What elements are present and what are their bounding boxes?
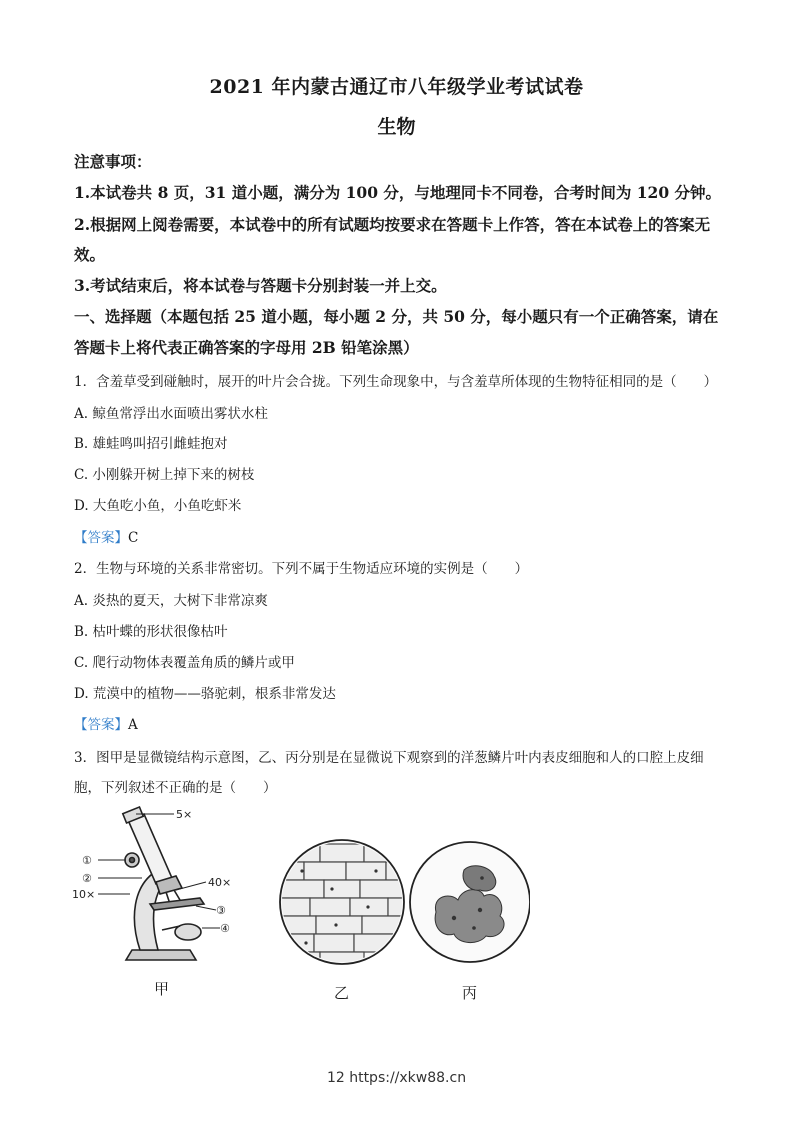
section-heading-cont: 答题卡上将代表正确答案的字母用 2B 铅笔涂黑）: [74, 338, 419, 357]
notice-heading: 注意事项：: [74, 152, 152, 171]
mark-2: ②: [82, 872, 92, 885]
figure-label-jia: 甲: [154, 980, 170, 998]
notice-item-2-cont: 效。: [74, 245, 106, 264]
question-1-option-a: A. 鲸鱼常浮出水面喷出雾状水柱: [74, 406, 268, 422]
question-1-option-d: D. 大鱼吃小鱼，小鱼吃虾米: [74, 498, 242, 514]
question-2-option-a: A. 炎热的夏天，大树下非常凉爽: [74, 593, 268, 609]
question-1-stem: 1．含羞草受到碰触时，展开的叶片会合拢。下列生命现象中，与含羞草所体现的生物特征相同的是（ ）: [74, 374, 718, 390]
question-2-option-b: B. 枯叶蝶的形状很像枯叶: [74, 624, 228, 640]
mark-3: ③: [216, 904, 226, 917]
exam-subject: 生物: [377, 116, 416, 138]
mark-1: ①: [82, 854, 92, 867]
mark-10x: 10×: [72, 888, 96, 901]
section-heading: 一、选择题（本题包括 25 道小题，每小题 2 分，共 50 分，每小题只有一个正确答案，请在: [74, 307, 719, 326]
notice-item-1: 1.本试卷共 8 页，31 道小题，满分为 100 分，与地理同卡不同卷，合考时间为 120 分钟。: [74, 183, 722, 202]
cheek-cells-drawing: [410, 842, 530, 962]
question-3-stem: 3．图甲是显微镜结构示意图，乙、丙分别是在显微说下观察到的洋葱鳞片叶内表皮细胞和人的口腔上皮细: [74, 750, 704, 766]
figure-area: [70, 800, 530, 1010]
figure-label-yi: 乙: [334, 984, 350, 1002]
question-2-option-d: D. 荒漠中的植物——骆驼刺，根系非常发达: [74, 686, 336, 702]
mark-4: ④: [220, 922, 230, 935]
question-1-answer: [74, 526, 138, 546]
question-3-stem-cont: 胞，下列叙述不正确的是（ ）: [74, 780, 277, 796]
question-2-answer: [74, 713, 138, 733]
answer-tag: 【答案】: [74, 717, 128, 733]
question-2-option-c: C. 爬行动物体表覆盖角质的鳞片或甲: [74, 655, 295, 671]
question-1-option-c: C. 小刚躲开树上掉下来的树枝: [74, 467, 255, 483]
mark-40x: 40×: [208, 876, 232, 889]
question-1-option-b: B. 雄蛙鸣叫招引雌蛙抱对: [74, 436, 228, 452]
figure-svg: [70, 800, 530, 1010]
microscope-drawing: [98, 807, 220, 960]
answer-value: C: [128, 530, 139, 546]
onion-cells-drawing: [270, 840, 418, 970]
notice-item-3: 3.考试结束后，将本试卷与答题卡分别封装一并上交。: [74, 276, 447, 295]
figure-label-bing: 丙: [462, 984, 478, 1002]
exam-title: 2021 年内蒙古通辽市八年级学业考试试卷: [209, 76, 584, 98]
page-footer: 12 https://xkw88.cn: [326, 1070, 467, 1086]
question-2-stem: 2．生物与环境的关系非常密切。下列不属于生物适应环境的实例是（ ）: [74, 561, 529, 577]
answer-tag: 【答案】: [74, 530, 128, 546]
notice-item-2: 2.根据网上阅卷需要，本试卷中的所有试题均按要求在答题卡上作答，答在本试卷上的答案无: [74, 215, 711, 234]
answer-value: A: [128, 717, 138, 733]
mark-5x: 5×: [176, 808, 193, 821]
